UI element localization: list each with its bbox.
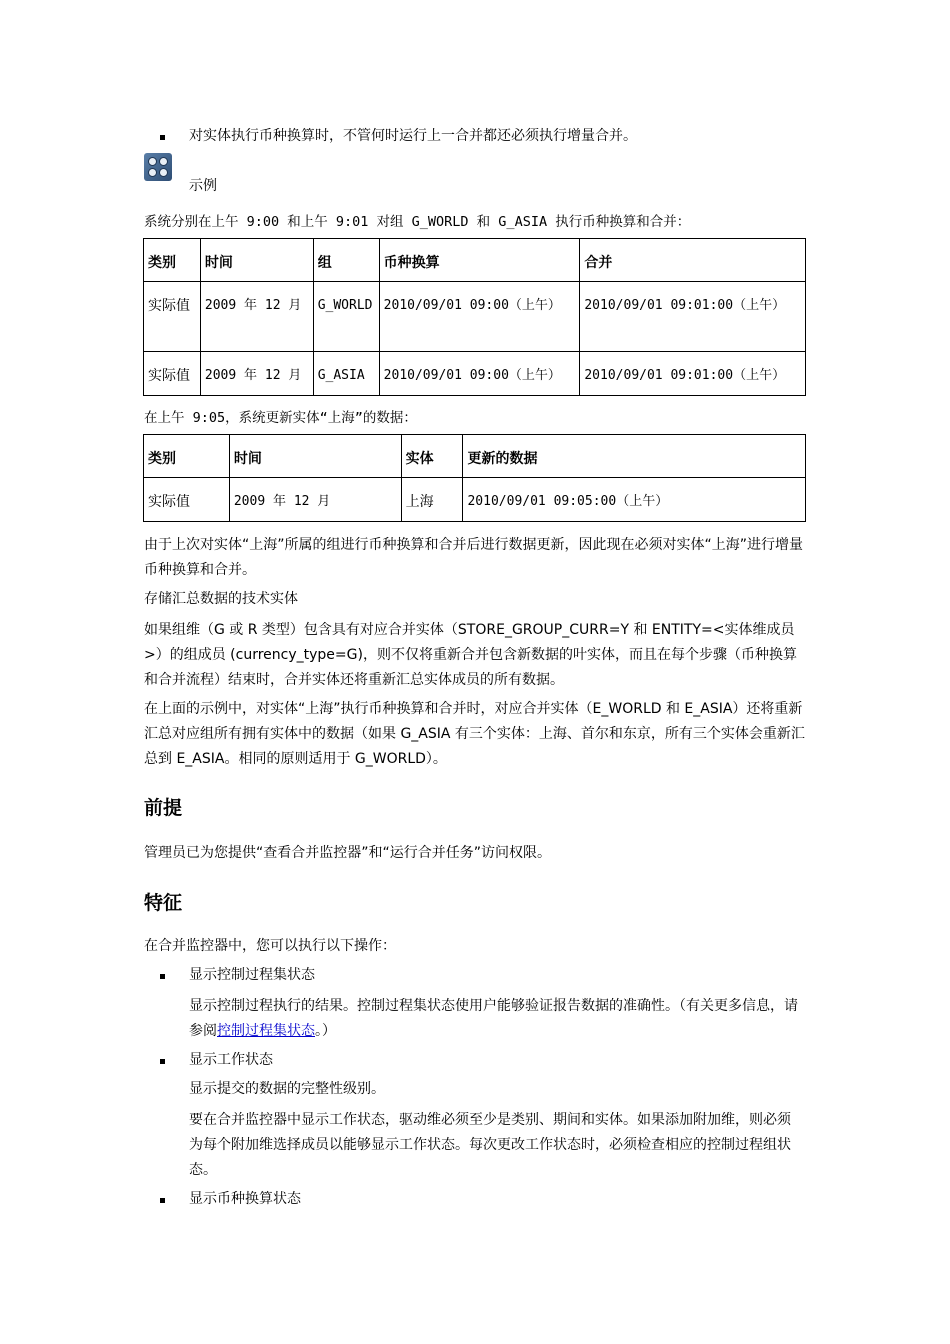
table-header: 合并 — [580, 239, 806, 282]
update-intro: 在上午 9:05，系统更新实体“上海”的数据： — [144, 410, 417, 426]
example-label: 示例 — [189, 178, 217, 194]
table-cell: 2010/09/01 09:00（上午） — [379, 352, 580, 396]
table-cell: 实际值 — [144, 282, 201, 352]
tech-entity-title: 存储汇总数据的技术实体 — [144, 591, 298, 607]
heading-prereq: 前提 — [144, 797, 183, 819]
table-cell: 2010/09/01 09:00（上午） — [379, 282, 580, 352]
table-cell: G_ASIA — [313, 352, 379, 396]
para-tech-2: 在上面的示例中，对实体“上海”执行币种换算和合并时，对应合并实体（E_WORLD 和 E_ASIA）还将重新汇总对应组所有拥有实体中的数据（如果 G_ASIA 有三个实体：上海、首尔和东京，所有三个实体会重新汇总到 E_ASIA。相同的原则适用于 G_WORLD）。 — [144, 701, 805, 767]
update-table — [143, 434, 806, 522]
table-cell: 2010/09/01 09:01:00（上午） — [580, 282, 806, 352]
feature1-desc-text: 显示控制过程执行的结果。控制过程集状态使用户能够验证报告数据的准确性。（有关更多信息，请参阅 — [189, 998, 798, 1039]
table-header-row — [144, 435, 806, 478]
para-tech-1: 如果组维（G 或 R 类型）包含具有对应合并实体（STORE_GROUP_CURR=Y 和 ENTITY=<实体维成员>）的组成员 (currency_type=G)，则不仅将重新合并包含新数据的叶实体，而且在每个步骤（币种换算和合并流程）结束时，合并实体还将重新汇总实体成员的所有数据。 — [144, 622, 797, 688]
table-header: 类别 — [144, 239, 201, 282]
heading-features: 特征 — [144, 892, 183, 914]
table-cell: G_WORLD — [313, 282, 379, 352]
example-icon — [144, 153, 172, 181]
feature2-desc2: 要在合并监控器中显示工作状态，驱动维必须至少是类别、期间和实体。如果添加附加维，则必须为每个附加维选择成员以能够显示工作状态。每次更改工作状态时，必须检查相应的控制过程组状态。 — [189, 1112, 791, 1178]
table-row — [144, 352, 806, 396]
prereq-text: 管理员已为您提供“查看合并监控器”和“运行合并任务”访问权限。 — [144, 845, 552, 861]
example-intro: 系统分别在上午 9:00 和上午 9:01 对组 G_WORLD 和 G_ASIA 执行币种换算和合并： — [144, 214, 691, 230]
table-row — [144, 282, 806, 352]
table-cell: 上海 — [401, 478, 463, 522]
table-header: 时间 — [200, 239, 313, 282]
table-cell: 2010/09/01 09:01:00（上午） — [580, 352, 806, 396]
top-bullet-text: 对实体执行币种换算时，不管何时运行上一合并都还必须执行增量合并。 — [189, 128, 637, 144]
table-cell: 2009 年 12 月 — [200, 352, 313, 396]
conversion-table — [143, 238, 806, 396]
table-cell: 实际值 — [144, 352, 201, 396]
table-cell: 2010/09/01 09:05:00（上午） — [463, 478, 806, 522]
table-cell: 2009 年 12 月 — [200, 282, 313, 352]
table-header: 实体 — [401, 435, 463, 478]
table-header: 组 — [313, 239, 379, 282]
bullet-icon — [160, 1059, 165, 1064]
table-header: 时间 — [229, 435, 401, 478]
features-intro: 在合并监控器中，您可以执行以下操作： — [144, 938, 396, 954]
control-process-link[interactable]: 控制过程集状态 — [217, 1023, 315, 1039]
feature3-title: 显示币种换算状态 — [189, 1191, 301, 1207]
bullet-icon — [160, 974, 165, 979]
feature1-desc — [189, 994, 804, 1044]
feature2-desc1: 显示提交的数据的完整性级别。 — [189, 1081, 385, 1097]
table-header: 类别 — [144, 435, 230, 478]
table-cell: 实际值 — [144, 478, 230, 522]
table-row — [144, 478, 806, 522]
table-cell: 2009 年 12 月 — [229, 478, 401, 522]
table-header-row — [144, 239, 806, 282]
table-header: 更新的数据 — [463, 435, 806, 478]
table-header: 币种换算 — [379, 239, 580, 282]
feature1-title: 显示控制过程集状态 — [189, 967, 315, 983]
feature1-desc-end: 。） — [315, 1023, 336, 1039]
para-after-update: 由于上次对实体“上海”所属的组进行币种换算和合并后进行数据更新，因此现在必须对实体“上海”进行增量币种换算和合并。 — [144, 537, 804, 578]
bullet-icon — [160, 135, 165, 140]
feature2-title: 显示工作状态 — [189, 1052, 273, 1068]
bullet-icon — [160, 1198, 165, 1203]
